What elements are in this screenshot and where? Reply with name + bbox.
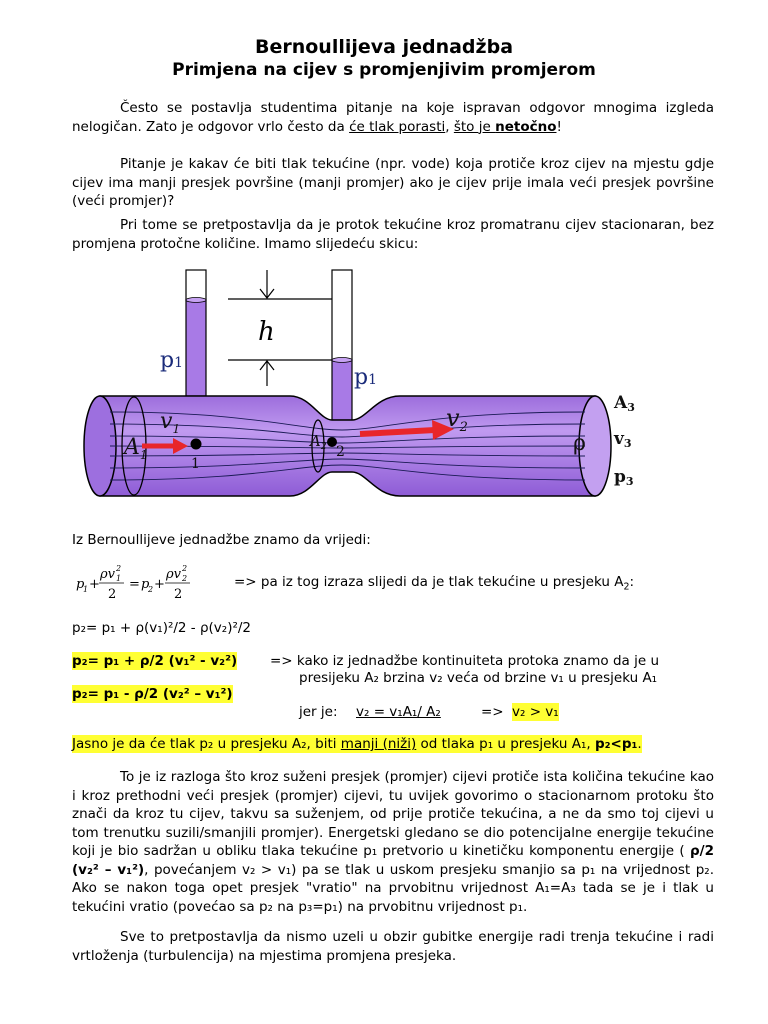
bernoulli-intro: Iz Bernoullijeve jednadžbe znamo da vrijedi: — [72, 532, 371, 548]
label-a1: $A_1$ — [124, 435, 148, 462]
label-p1-right: p1 — [354, 365, 378, 390]
label-v2: $v_2$ — [446, 404, 468, 435]
svg-text:=: = — [129, 577, 140, 592]
equation-p2-highlight-2: p₂= p₁ - ρ/2 (v₂² – v₁²) — [72, 686, 233, 702]
implies-arrow: => — [481, 704, 504, 720]
svg-text:1: 1 — [83, 585, 89, 594]
paragraph-assumption: Pri tome se pretpostavlja da je protok tekućine kroz promatranu cijev stacionaran, bez promjena protočne količine. Imamo slijedeću skicu: — [72, 217, 714, 252]
label-a2: $A_2$ — [310, 432, 327, 452]
venturi-tube-diagram — [70, 262, 680, 502]
continuity-remark-cont: presijeku A₂ brzina v₂ veća od brzine v₁ u presjeku A₁ — [299, 670, 658, 686]
continuity-equation: v₂ = v₁A₁/ A₂ — [356, 704, 441, 720]
label-point-2: 2 — [336, 444, 345, 460]
label-point-1: 1 — [191, 456, 200, 472]
svg-text:1: 1 — [116, 574, 122, 583]
bernoulli-formula — [74, 562, 234, 606]
right-manometer-tube — [332, 270, 352, 420]
svg-text:2: 2 — [182, 574, 188, 583]
label-p3: p3 — [614, 467, 634, 488]
svg-text:2: 2 — [148, 585, 154, 594]
conclusion: Jasno je da će tlak p₂ u presjeku A₂, biti manji (niži) od tlaka p₁ u presjeku A₁, p₂<p₁. — [72, 736, 642, 752]
label-h: h — [258, 317, 275, 347]
label-v3: v3 — [614, 429, 632, 450]
label-v1: $v_1$ — [160, 409, 181, 436]
label-rho: ρ — [573, 431, 586, 456]
svg-text:+: + — [154, 577, 165, 592]
left-manometer-tube — [186, 270, 206, 396]
svg-text:2: 2 — [174, 587, 183, 602]
equation-p2-highlight-1: p₂= p₁ + ρ/2 (v₁² - v₂²) — [72, 653, 238, 669]
svg-text:ρv: ρv — [166, 567, 181, 582]
label-p1-left: p1 — [160, 348, 184, 373]
page-title: Bernoullijeva jednadžba — [254, 36, 514, 58]
svg-text:ρv: ρv — [100, 567, 115, 582]
point-1 — [191, 439, 202, 450]
svg-text:p: p — [141, 577, 150, 592]
height-marker — [228, 270, 332, 386]
svg-text:2: 2 — [116, 564, 122, 573]
svg-text:+: + — [89, 577, 100, 592]
paragraph-explanation: To je iz razloga što kroz suženi presjek (promjer) cijevi protiče ista količina tekućine kao i kroz prethodni veći presjek (promjer) cijevi, tu uvijek govorimo o stacionarnom protoku što znači da kroz tu cijev, takvu sa suženjem, od prije protiče tekućina, a ne da smo toj cijevi u tom trenutku suzili/smanjili promjer). Energetski gledano se dio potencijalne energije tekućine koji je bio sadržan u obliku tlaka tekućine p₁ pretvorio u kinetičku komponentu energije ( ρ/2 (v₂² – v₁²), povećanjem v₂ > v₁) pa se tlak u uskom presjeku smanjio sa p₁ na vrijednost p₂. Ako se nakon toga opet presjek "vratio" na prvobitnu vrijednost A₁=A₃ tada se je i tlak u tekućini vratio (povećao sa p₂ na p₃=p₁) na prvobitnu vrijednost p₁. — [72, 769, 714, 915]
velocity-inequality: v₂ > v₁ — [512, 704, 559, 720]
label-jer-je: jer je: — [299, 704, 338, 720]
paragraph-energy-loss: Sve to pretpostavlja da nismo uzeli u obzir gubitke energije radi trenja tekućine i radi vrtloženja (turbulencija) na mjestima promjena presjeka. — [72, 929, 714, 964]
page-subtitle: Primjena na cijev s promjenjivim promjerom — [172, 60, 596, 80]
paragraph-question: Pitanje je kakav će biti tlak tekućine (npr. vode) koja protiče kroz cijev na mjestu gdje cijev ima manji presjek površine (manji promjer) ako je cijev prije imala veći presjek površine (veći promjer)? — [72, 156, 714, 209]
svg-text:2: 2 — [182, 564, 188, 573]
equation-p2: p₂= p₁ + ρ(v₁)²/2 - ρ(v₂)²/2 — [72, 620, 252, 636]
svg-text:p: p — [76, 577, 85, 592]
svg-text:2: 2 — [108, 587, 117, 602]
paragraph-intro: Često se postavlja studentima pitanje na koje ispravan odgovor mnogima izgleda nelogičan. Zato je odgovor vrlo često da će tlak porasti, što je netočno! — [72, 100, 714, 135]
label-a3: A3 — [614, 393, 635, 414]
continuity-remark: => kako iz jednadžbe kontinuiteta protoka znamo da je u — [270, 653, 660, 669]
formula-consequence: => pa iz tog izraza slijedi da je tlak tekućine u presjeku $A_2$: — [234, 574, 635, 593]
